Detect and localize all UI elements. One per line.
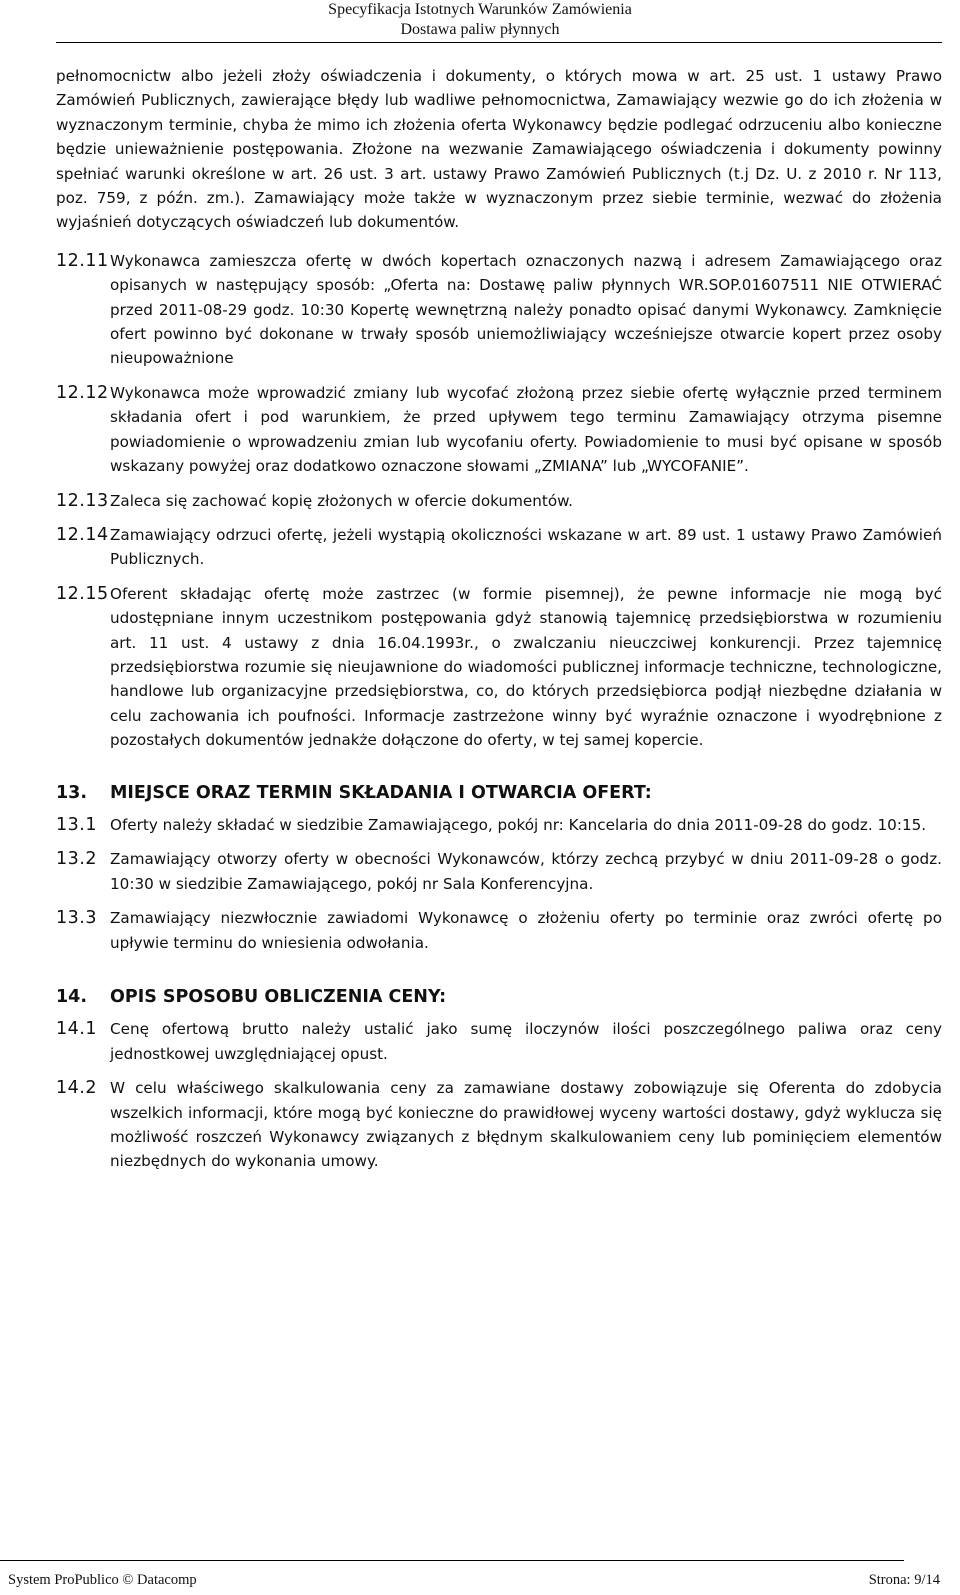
section-title: MIEJSCE ORAZ TERMIN SKŁADANIA I OTWARCIA OFERT: xyxy=(110,782,652,803)
item-number: 13.2 xyxy=(56,849,97,870)
section-heading-14 xyxy=(56,985,942,1009)
item-text: Zamawiający niezwłocznie zawiadomi Wykonawcę o złożeniu oferty po terminie oraz zwróci ofertę po upływie terminu do wniesienia odwołania. xyxy=(110,909,942,952)
item-text: Zamawiający otworzy oferty w obecności Wykonawców, którzy zechcą przybyć w dniu 2011-09-28 o godz. 10:30 w siedzibie Zamawiającego, pokój nr Sala Konferencyjna. xyxy=(110,850,942,893)
list-item-12-12 xyxy=(56,381,942,479)
item-number: 14.1 xyxy=(56,1019,97,1040)
item-text: Oferty należy składać w siedzibie Zamawiającego, pokój nr: Kancelaria do dnia 2011-09-28 do godz. 10:15. xyxy=(110,815,927,834)
item-text: Oferent składając ofertę może zastrzec (w formie pisemnej), że pewne informacje nie mogą być udostępniane innym uczestnikom postępowania gdyż stanowią tajemnicę przedsiębiorstwa w rozumieniu art. 11 ust. 4 ustawy z dnia 16.04.1993r., o zwalczaniu nieuczciwej konkurencji. Przez tajemnicę przedsiębiorstwa rozumie się nieujawnione do wiadomości publicznej informacje techniczne, technologiczne, handlowe lub organizacyjne przedsiębiorstwa, co, do których przedsiębiorca podjął niezbędne działania w celu zachowania ich poufności. Informacje zastrzeżone winny być wyraźnie oznaczone i wyodrębnione z pozostałych dokumentów jednakże dołączone do oferty, w tej samej kopercie. xyxy=(110,584,942,750)
item-text: Zaleca się zachować kopię złożonych w ofercie dokumentów. xyxy=(110,491,573,510)
list-item-14-1 xyxy=(56,1017,942,1066)
item-number: 14.2 xyxy=(56,1078,97,1099)
intro-paragraph: pełnomocnictw albo jeżeli złoży oświadczenia i dokumenty, o których mowa w art. 25 ust. 1 ustawy Prawo Zamówień Publicznych, zawierające błędy lub wadliwe pełnomocnictwa, Zamawiający wezwie go do ich złożenia w wyznaczonym terminie, chyba że mimo ich złożenia oferta Wykonawcy będzie podlegać odrzuceniu albo konieczne będzie unieważnienie postępowania. Złożone na wezwanie Zamawiającego oświadczenia i dokumenty powinny spełniać warunki określone w art. 26 ust. 3 art. ustawy Prawo Zamówień Publicznych (t.j Dz. U. z 2010 r. Nr 113, poz. 759, z późn. zm.). Zamawiający może także w wyznaczonym przez siebie terminie, wezwać do złożenia wyjaśnień dotyczących oświadczeń lub dokumentów. xyxy=(56,67,942,232)
list-item-12-14 xyxy=(56,523,942,572)
item-number: 13.1 xyxy=(56,814,97,835)
item-text: Wykonawca zamieszcza ofertę w dwóch kopertach oznaczonych nazwą i adresem Zamawiającego oraz opisanych w następujący sposób: „Oferta na: Dostawę paliw płynnych WR.SOP.01607511 NIE OTWIERAĆ przed 2011-08-29 godz. 10:30 Kopertę wewnętrzną należy ponadto opisać danymi Wykonawcy. Zamknięcie ofert powinno być dokonane w trwały sposób uniemożliwiający wcześniejsze otwarcie kopert przez osoby nieupoważnione xyxy=(110,251,942,368)
list-item-12-13 xyxy=(56,489,942,513)
item-text: Cenę ofertową brutto należy ustalić jako sumę iloczynów ilości poszczególnego paliwa oraz ceny jednostkowej uwzględniającej opust. xyxy=(110,1020,942,1063)
list-item-13-3 xyxy=(56,906,942,955)
item-text: Zamawiający odrzuci ofertę, jeżeli wystąpią okoliczności wskazane w art. 89 ust. 1 ustawy Prawo Zamówień Publicznych. xyxy=(110,525,942,569)
item-number: 12.12 xyxy=(56,382,109,403)
item-text: Wykonawca może wprowadzić zmiany lub wycofać złożoną przez siebie ofertę wyłącznie przed terminem składania ofert i pod warunkiem, że przed upływem tego terminu Zamawiający otrzyma pisemne powiadomienie o wprowadzeniu zmian lub wycofaniu oferty. Powiadomienie to musi być opisane w sposób wskazany powyżej oraz dodatkowo oznaczone słowami „ZMIANA” lub „WYCOFANIE”. xyxy=(110,383,942,476)
header-divider xyxy=(56,42,942,43)
item-text: W celu właściwego skalkulowania ceny za zamawiane dostawy zobowiązuje się Oferenta do zdobycia wszelkich informacji, które mogą być konieczne do prawidłowej wyceny wartości dostawy, gdyż wyklucza się możliwość roszczeń Wykonawcy związanych z błędnym skalkulowaniem ceny lub pominięciem elementów niezbędnych do wykonania umowy. xyxy=(110,1079,942,1171)
item-number: 13.3 xyxy=(56,908,97,929)
section-heading-13 xyxy=(56,781,942,805)
list-item-13-2 xyxy=(56,847,942,896)
page-header xyxy=(0,0,960,40)
page-number: Strona: 9/14 xyxy=(868,1572,940,1588)
section-title: OPIS SPOSOBU OBLICZENIA CENY: xyxy=(110,987,447,1007)
item-number: 12.11 xyxy=(56,250,109,271)
page-footer xyxy=(8,1571,940,1589)
section-number: 13. xyxy=(56,782,88,803)
item-number: 12.13 xyxy=(56,490,109,511)
item-number: 12.14 xyxy=(56,524,109,545)
header-title: Specyfikacja Istotnych Warunków Zamówienia xyxy=(328,1,632,18)
header-subtitle: Dostawa paliw płynnych xyxy=(400,21,560,38)
document-body xyxy=(56,64,942,1174)
list-item-12-11 xyxy=(56,249,942,371)
list-item-12-15 xyxy=(56,582,942,753)
footer-divider xyxy=(0,1560,904,1561)
list-item-14-2 xyxy=(56,1076,942,1174)
footer-left-text: System ProPublico © Datacomp xyxy=(8,1572,197,1588)
section-number: 14. xyxy=(56,987,88,1007)
list-item-13-1 xyxy=(56,813,942,837)
item-number: 12.15 xyxy=(56,583,109,604)
